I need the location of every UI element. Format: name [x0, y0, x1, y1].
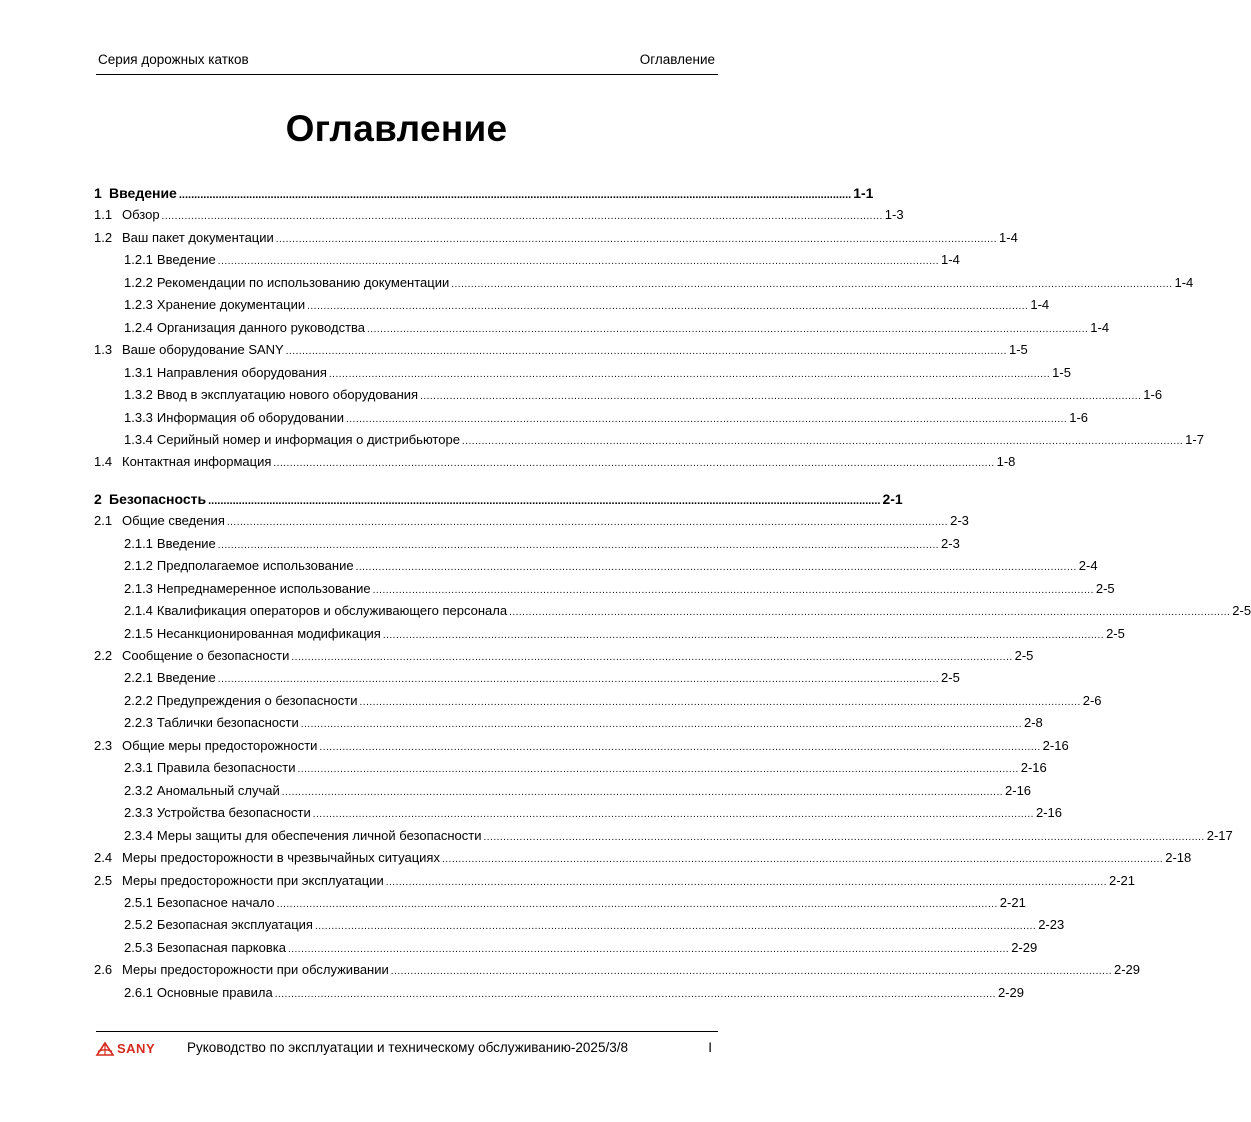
toc-entry-number: 2.1.3: [124, 580, 153, 596]
toc-entry-number: 1.3.4: [124, 431, 153, 447]
toc-entry-number: 2.1.4: [124, 603, 153, 619]
toc-entry-number: 2.1.1: [124, 535, 153, 551]
toc-subsection-entry[interactable]: [94, 274, 1194, 295]
toc-entry-title: Рекомендации по использованию документации: [156, 274, 450, 290]
toc-entry-page: 2-3: [941, 535, 960, 551]
footer-page-number: I: [708, 1040, 712, 1055]
toc-entry-number: 1.3.3: [124, 409, 153, 425]
toc-dot-leader: ............................................................................................................................................................................................................................: [359, 696, 1081, 708]
toc-dot-leader: ............................................................................................................................................................................................................................: [312, 809, 1034, 821]
toc-entry-title: Устройства безопасности: [156, 805, 311, 821]
toc-dot-leader: ............................................................................................................................................................................................................................: [281, 786, 1004, 798]
toc-entry-number: 2.3.1: [124, 760, 153, 776]
toc-entry-page: 2-29: [1011, 939, 1038, 955]
toc-entry-title: Обзор: [122, 207, 160, 223]
toc-entry-page: 2-5: [1232, 603, 1251, 619]
toc-entry-title: Информация об оборудовании: [156, 409, 344, 425]
toc-entry-page: 2-5: [1014, 648, 1034, 663]
toc-entry-page: 2-5: [941, 670, 960, 686]
toc-section-entry[interactable]: [94, 962, 1141, 982]
toc-entry-page: 2-16: [1035, 805, 1062, 821]
toc-entry-number: 1: [94, 185, 102, 201]
toc-entry-number: 1.2.4: [124, 319, 153, 335]
toc-entry-number: 1.4: [94, 454, 113, 470]
toc-dot-leader: ............................................................................................................................................................................................................................: [483, 831, 1205, 843]
toc-entry-page: 1-6: [1143, 387, 1163, 403]
toc-subsection-entry[interactable]: [94, 558, 1098, 578]
toc-entry-page: 2-8: [1023, 715, 1043, 731]
toc-subsection-entry[interactable]: [94, 603, 1251, 623]
toc-subsection-entry[interactable]: [94, 670, 960, 690]
toc-subsection-entry[interactable]: [94, 409, 1089, 430]
toc-dot-leader: ............................................................................................................................................................................................................................: [390, 966, 1112, 978]
toc-entry-number: 2.4: [94, 850, 113, 866]
toc-entry-page: 2-23: [1038, 917, 1065, 933]
toc-dot-leader: ............................................................................................................................................................................................................................: [273, 458, 995, 470]
toc-section-entry[interactable]: [94, 454, 1016, 474]
toc-entry-number: 2.2.2: [124, 692, 153, 708]
toc-entry-page: 2-16: [1020, 760, 1047, 776]
toc-entry-page: 1-7: [1185, 431, 1204, 447]
toc-entry-page: 2-18: [1165, 850, 1192, 866]
sany-logo-icon: [96, 1042, 114, 1056]
toc-entry-number: 2.6.1: [124, 984, 153, 1000]
page-footer: [96, 1031, 718, 1062]
toc-subsection-entry[interactable]: [94, 431, 1204, 452]
logo-text: SANY: [117, 1041, 156, 1056]
toc-dot-leader: ............................................................................................................................................................................................................................: [441, 854, 1164, 866]
toc-dot-leader: ............................................................................................................................................................................................................................: [297, 764, 1019, 776]
toc-subsection-entry[interactable]: [94, 535, 960, 556]
header-section-title: Оглавление: [639, 52, 715, 67]
toc-entry-number: 1.2.2: [124, 274, 153, 290]
toc-entry-page: 1-4: [999, 229, 1018, 245]
toc-subsection-entry[interactable]: [94, 917, 1065, 937]
toc-entry-page: 2-6: [1082, 692, 1102, 708]
toc-entry-number: 2.3.4: [124, 827, 153, 843]
toc-entry-number: 2.2.3: [124, 715, 153, 731]
toc-subsection-entry[interactable]: [94, 387, 1163, 407]
toc-subsection-entry[interactable]: [94, 805, 1062, 825]
toc-entry-title: Меры предосторожности в чрезвычайных ситуациях: [122, 850, 440, 866]
toc-subsection-entry[interactable]: [94, 760, 1047, 780]
toc-entry-title: Правила безопасности: [156, 760, 296, 776]
toc-dot-leader: ............................................................................................................................................................................................................................: [372, 584, 1094, 596]
toc-dot-leader: ............................................................................................................................................................................................................................: [208, 494, 881, 507]
toc-dot-leader: ............................................................................................................................................................................................................................: [314, 921, 1037, 933]
toc-dot-leader: ............................................................................................................................................................................................................................: [307, 301, 1029, 313]
toc-dot-leader: ............................................................................................................................................................................................................................: [291, 652, 1013, 663]
toc-entry-title: Предполагаемое использование: [156, 558, 354, 574]
sany-logo: [96, 1041, 155, 1056]
toc-entry-number: 2.1.2: [124, 558, 153, 574]
toc-dot-leader: ............................................................................................................................................................................................................................: [217, 539, 940, 551]
toc-entry-page: 1-3: [884, 207, 904, 223]
toc-section-entry[interactable]: [94, 513, 969, 533]
toc-chapter-entry[interactable]: [94, 490, 903, 511]
toc-entry-number: 2.5.2: [124, 917, 153, 933]
toc-subsection-entry[interactable]: [94, 252, 960, 272]
toc-entry-number: 1.3: [94, 342, 113, 358]
header-series-title: Серия дорожных катков: [98, 52, 249, 67]
toc-dot-leader: ............................................................................................................................................................................................................................: [300, 719, 1022, 731]
page-title: Оглавление: [285, 108, 508, 149]
toc-section-entry[interactable]: [94, 207, 904, 227]
toc-dot-leader: ............................................................................................................................................................................................................................: [274, 988, 996, 1000]
toc-entry-title: Квалификация операторов и обслуживающего персонала: [156, 603, 508, 619]
toc-entry-title: Основные правила: [156, 984, 273, 1000]
toc-entry-page: 2-5: [1095, 580, 1115, 596]
toc-entry-number: 2.5: [94, 872, 113, 888]
toc-entry-title: Безопасная парковка: [156, 939, 286, 955]
toc-dot-leader: ............................................................................................................................................................................................................................: [217, 256, 940, 268]
toc-entry-title: Аномальный случай: [156, 782, 280, 798]
toc-dot-leader: ............................................................................................................................................................................................................................: [275, 233, 998, 245]
toc-entry-title: Общие сведения: [122, 513, 225, 529]
toc-entry-title: Предупреждения о безопасности: [156, 692, 358, 708]
toc-subsection-entry[interactable]: [94, 297, 1050, 317]
toc-entry-title: Меры защиты для обеспечения личной безопасности: [156, 827, 482, 843]
toc-entry-title: Безопасная эксплуатация: [156, 917, 313, 933]
toc-subsection-entry[interactable]: [94, 319, 1110, 340]
toc-entry-page: 1-8: [996, 454, 1016, 470]
toc-entry-number: 1.2.3: [124, 297, 153, 313]
toc-section-entry[interactable]: [94, 850, 1192, 870]
toc-entry-page: 2-16: [1042, 737, 1069, 753]
toc-entry-page: 2-16: [1005, 782, 1032, 798]
toc-entry-page: 2-29: [997, 984, 1024, 1000]
toc-entry-title: Введение: [156, 535, 216, 551]
toc-entry-title: Введение: [109, 185, 177, 201]
toc-dot-leader: ............................................................................................................................................................................................................................: [285, 346, 1007, 358]
toc-entry-number: 2.2: [94, 648, 113, 663]
toc-entry-title: Хранение документации: [156, 297, 306, 313]
toc-dot-leader: ............................................................................................................................................................................................................................: [178, 189, 852, 201]
toc-chapter-entry[interactable]: [94, 185, 874, 205]
toc-entry-title: Общие меры предосторожности: [122, 737, 318, 753]
toc-entry-title: Безопасность: [109, 490, 207, 507]
toc-dot-leader: ............................................................................................................................................................................................................................: [161, 211, 883, 223]
toc-entry-page: 1-5: [1008, 342, 1028, 358]
toc-subsection-entry[interactable]: [94, 827, 1233, 848]
toc-entry-page: 1-1: [853, 185, 874, 201]
toc-entry-page: 1-4: [1090, 319, 1110, 335]
toc-subsection-entry[interactable]: [94, 894, 1026, 915]
toc-dot-leader: ............................................................................................................................................................................................................................: [385, 876, 1107, 888]
toc-entry-number: 2.5.3: [124, 939, 153, 955]
toc-entry-page: 2-3: [950, 513, 969, 529]
toc-dot-leader: ............................................................................................................................................................................................................................: [420, 391, 1142, 403]
toc-entry-page: 2-17: [1206, 827, 1233, 843]
toc-entry-number: 1.1: [94, 207, 113, 223]
toc-entry-page: 2-4: [1078, 558, 1098, 574]
toc-entry-title: Серийный номер и информация о дистрибьюторе: [156, 431, 460, 447]
toc-dot-leader: ............................................................................................................................................................................................................................: [276, 898, 998, 910]
toc-entry-title: Таблички безопасности: [156, 715, 299, 731]
toc-entry-page: 2-5: [1106, 625, 1125, 641]
toc-entry-page: 2-29: [1114, 962, 1141, 978]
toc-subsection-entry[interactable]: [94, 984, 1024, 1005]
toc-entry-title: Несанкционированная модификация: [156, 625, 381, 641]
footer-manual-title: Руководство по эксплуатации и техническому обслуживанию-2025/3/8: [187, 1040, 628, 1055]
toc-dot-leader: ............................................................................................................................................................................................................................: [319, 741, 1041, 753]
toc-entry-title: Направления оборудования: [156, 364, 327, 380]
toc-entry-title: Организация данного руководства: [156, 319, 366, 335]
toc-entry-number: 1.3.1: [124, 364, 153, 380]
toc-subsection-entry[interactable]: [94, 580, 1115, 601]
toc-entry-number: 1.3.2: [124, 387, 153, 403]
page-header: [96, 52, 718, 75]
toc-entry-number: 2.3: [94, 737, 113, 753]
toc-entry-number: 2.1.5: [124, 625, 153, 641]
toc-entry-number: 2: [94, 490, 102, 507]
toc-entry-page: 1-5: [1052, 364, 1071, 380]
toc-dot-leader: ............................................................................................................................................................................................................................: [345, 413, 1068, 425]
toc-entry-title: Контактная информация: [122, 454, 272, 470]
toc-section-entry[interactable]: [94, 229, 1018, 250]
toc-dot-leader: ............................................................................................................................................................................................................................: [217, 674, 940, 686]
toc-dot-leader: ............................................................................................................................................................................................................................: [355, 562, 1077, 574]
toc-entry-page: 1-4: [1030, 297, 1050, 313]
toc-entry-page: 1-4: [941, 252, 960, 268]
toc-entry-number: 1.2.1: [124, 252, 153, 268]
toc-subsection-entry[interactable]: [94, 692, 1102, 713]
toc-entry-title: Ваше оборудование SANY: [122, 342, 284, 358]
toc-entry-page: 2-1: [882, 490, 903, 507]
toc-entry-number: 2.1: [94, 513, 113, 529]
toc-dot-leader: ............................................................................................................................................................................................................................: [287, 943, 1010, 955]
toc-dot-leader: ............................................................................................................................................................................................................................: [509, 607, 1231, 619]
toc-section-entry[interactable]: [94, 648, 1034, 668]
toc-entry-number: 2.2.1: [124, 670, 153, 686]
toc-entry-title: Сообщение о безопасности: [122, 648, 290, 663]
toc-entry-number: 1.2: [94, 229, 113, 245]
toc-dot-leader: ............................................................................................................................................................................................................................: [328, 368, 1051, 380]
toc-entry-page: 2-21: [1108, 872, 1136, 888]
toc-entry-number: 2.5.1: [124, 894, 153, 910]
toc-entry-title: Введение: [156, 670, 216, 686]
toc-section-entry[interactable]: [94, 737, 1069, 758]
toc-entry-number: 2.3.2: [124, 782, 153, 798]
toc-entry-title: Меры предосторожности при обслуживании: [122, 962, 389, 978]
toc-entry-number: 2.6: [94, 962, 113, 978]
toc-subsection-entry[interactable]: [94, 625, 1125, 646]
toc-entry-title: Ваш пакет документации: [122, 229, 274, 245]
toc-subsection-entry[interactable]: [94, 782, 1032, 803]
toc-entry-title: Введение: [156, 252, 216, 268]
toc-dot-leader: ............................................................................................................................................................................................................................: [461, 435, 1184, 447]
toc-entry-title: Непреднамеренное использование: [156, 580, 371, 596]
toc-entry-title: Безопасное начало: [156, 894, 275, 910]
toc-subsection-entry[interactable]: [94, 715, 1043, 735]
toc-entry-page: 2-21: [999, 894, 1026, 910]
toc-subsection-entry[interactable]: [94, 939, 1038, 960]
toc-section-entry[interactable]: [94, 342, 1028, 362]
toc-entry-title: Ввод в эксплуатацию нового оборудования: [156, 387, 419, 403]
toc-dot-leader: ............................................................................................................................................................................................................................: [226, 517, 949, 529]
toc-entry-number: 2.3.3: [124, 805, 153, 821]
toc-dot-leader: ............................................................................................................................................................................................................................: [367, 323, 1089, 335]
toc-entry-page: 1-4: [1174, 274, 1194, 290]
toc-entry-page: 1-6: [1069, 409, 1089, 425]
toc-dot-leader: ............................................................................................................................................................................................................................: [451, 278, 1173, 290]
toc-section-entry[interactable]: [94, 872, 1136, 893]
toc-entry-title: Меры предосторожности при эксплуатации: [122, 872, 384, 888]
toc-subsection-entry[interactable]: [94, 364, 1071, 385]
toc-dot-leader: ............................................................................................................................................................................................................................: [382, 629, 1105, 641]
